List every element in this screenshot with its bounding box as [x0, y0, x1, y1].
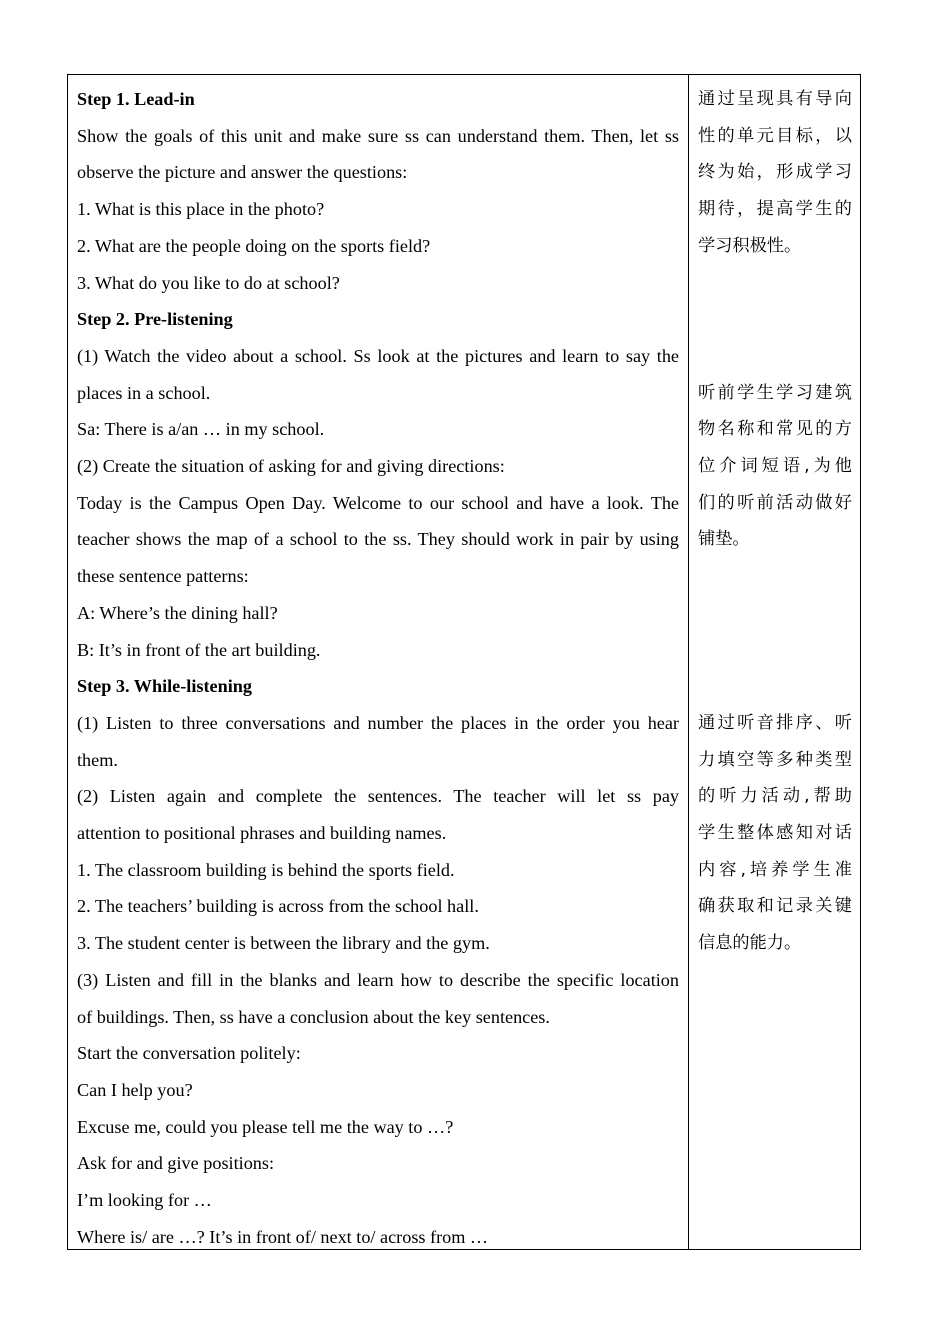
procedure-line: Can I help you? [77, 1079, 193, 1100]
procedure-line: 2. The teachers’ building is across from the school hall. [77, 896, 479, 917]
procedure-line: (2) Create the situation of asking for and giving directions: [77, 456, 505, 477]
design-note-line: 铺垫。 [698, 529, 750, 550]
procedure-line: Where is/ are …? It’s in front of/ next to/ across from … [77, 1226, 489, 1247]
procedure-line: 2. What are the people doing on the sports field? [77, 235, 431, 256]
design-note-line: 学生整体感知对话 [698, 823, 852, 843]
procedure-line: (1) Listen to three conversations and number the places in the order you hear [77, 712, 679, 733]
procedure-line: observe the picture and answer the questions: [77, 162, 408, 183]
procedure-line: Sa: There is a/an … in my school. [77, 419, 325, 440]
design-note-line: 力填空等多种类型 [698, 749, 852, 770]
step-heading: Step 1. Lead-in [77, 89, 195, 109]
procedure-line: places in a school. [77, 382, 211, 403]
procedure-line: 3. What do you like to do at school? [77, 272, 340, 293]
procedure-line: 3. The student center is between the library and the gym. [77, 933, 490, 954]
procedure-line: attention to positional phrases and building names. [77, 823, 447, 844]
design-note-line: 期待，提高学生的 [698, 199, 852, 220]
procedure-line: them. [77, 749, 118, 770]
design-note [698, 705, 852, 962]
step-heading: Step 3. While-listening [77, 676, 252, 697]
design-note-line: 性的单元目标，以 [698, 125, 852, 146]
design-intent-column [689, 75, 860, 1249]
procedure-line: Excuse me, could you please tell me the way to …? [77, 1116, 454, 1137]
design-note-line: 物名称和常见的方 [698, 419, 852, 440]
design-note-line: 通过听音排序、听 [698, 712, 852, 733]
procedure-line: I’m looking for … [77, 1190, 212, 1211]
step-heading: Step 2. Pre-listening [77, 309, 233, 330]
design-note-line: 确获取和记录关键 [698, 896, 852, 917]
design-note-line: 通过呈现具有导向 [698, 89, 852, 109]
procedure-line: Ask for and give positions: [77, 1153, 275, 1174]
design-note-line: 学习积极性。 [698, 235, 802, 256]
lesson-plan-table [67, 74, 861, 1250]
design-note-line: 的听力活动,帮助 [698, 786, 852, 807]
design-note-line: 位介词短语,为他 [698, 456, 852, 476]
design-note-line: 听前学生学习建筑 [698, 382, 852, 403]
procedure-line: teacher shows the map of a school to the ss. They should work in pair by using [77, 529, 679, 550]
procedure-line: (3) Listen and fill in the blanks and learn how to describe the specific location [77, 969, 679, 990]
procedure-line: (1) Watch the video about a school. Ss look at the pictures and learn to say the [77, 345, 679, 366]
design-note-line: 内容,培养学生准 [698, 859, 852, 880]
procedure-line: A: Where’s the dining hall? [77, 602, 278, 623]
procedure-line: 1. What is this place in the photo? [77, 199, 325, 220]
design-note [698, 81, 852, 265]
procedure-line: (2) Listen again and complete the sentences. The teacher will let ss pay [77, 786, 679, 807]
design-note-line: 信息的能力。 [698, 933, 802, 954]
procedure-line: Start the conversation politely: [77, 1043, 301, 1064]
procedure-line: of buildings. Then, ss have a conclusion about the key sentences. [77, 1006, 550, 1027]
procedure-line: Today is the Campus Open Day. Welcome to our school and have a look. The [77, 492, 679, 513]
procedure-line: Show the goals of this unit and make sure ss can understand them. Then, let ss [77, 125, 679, 146]
teaching-procedure-column [68, 75, 689, 1249]
procedure-line: B: It’s in front of the art building. [77, 639, 321, 660]
design-note [698, 375, 852, 559]
design-note-line: 们的听前活动做好 [698, 492, 852, 513]
procedure-line: these sentence patterns: [77, 566, 249, 587]
procedure-line: 1. The classroom building is behind the sports field. [77, 859, 455, 880]
design-note-line: 终为始，形成学习 [698, 162, 852, 183]
